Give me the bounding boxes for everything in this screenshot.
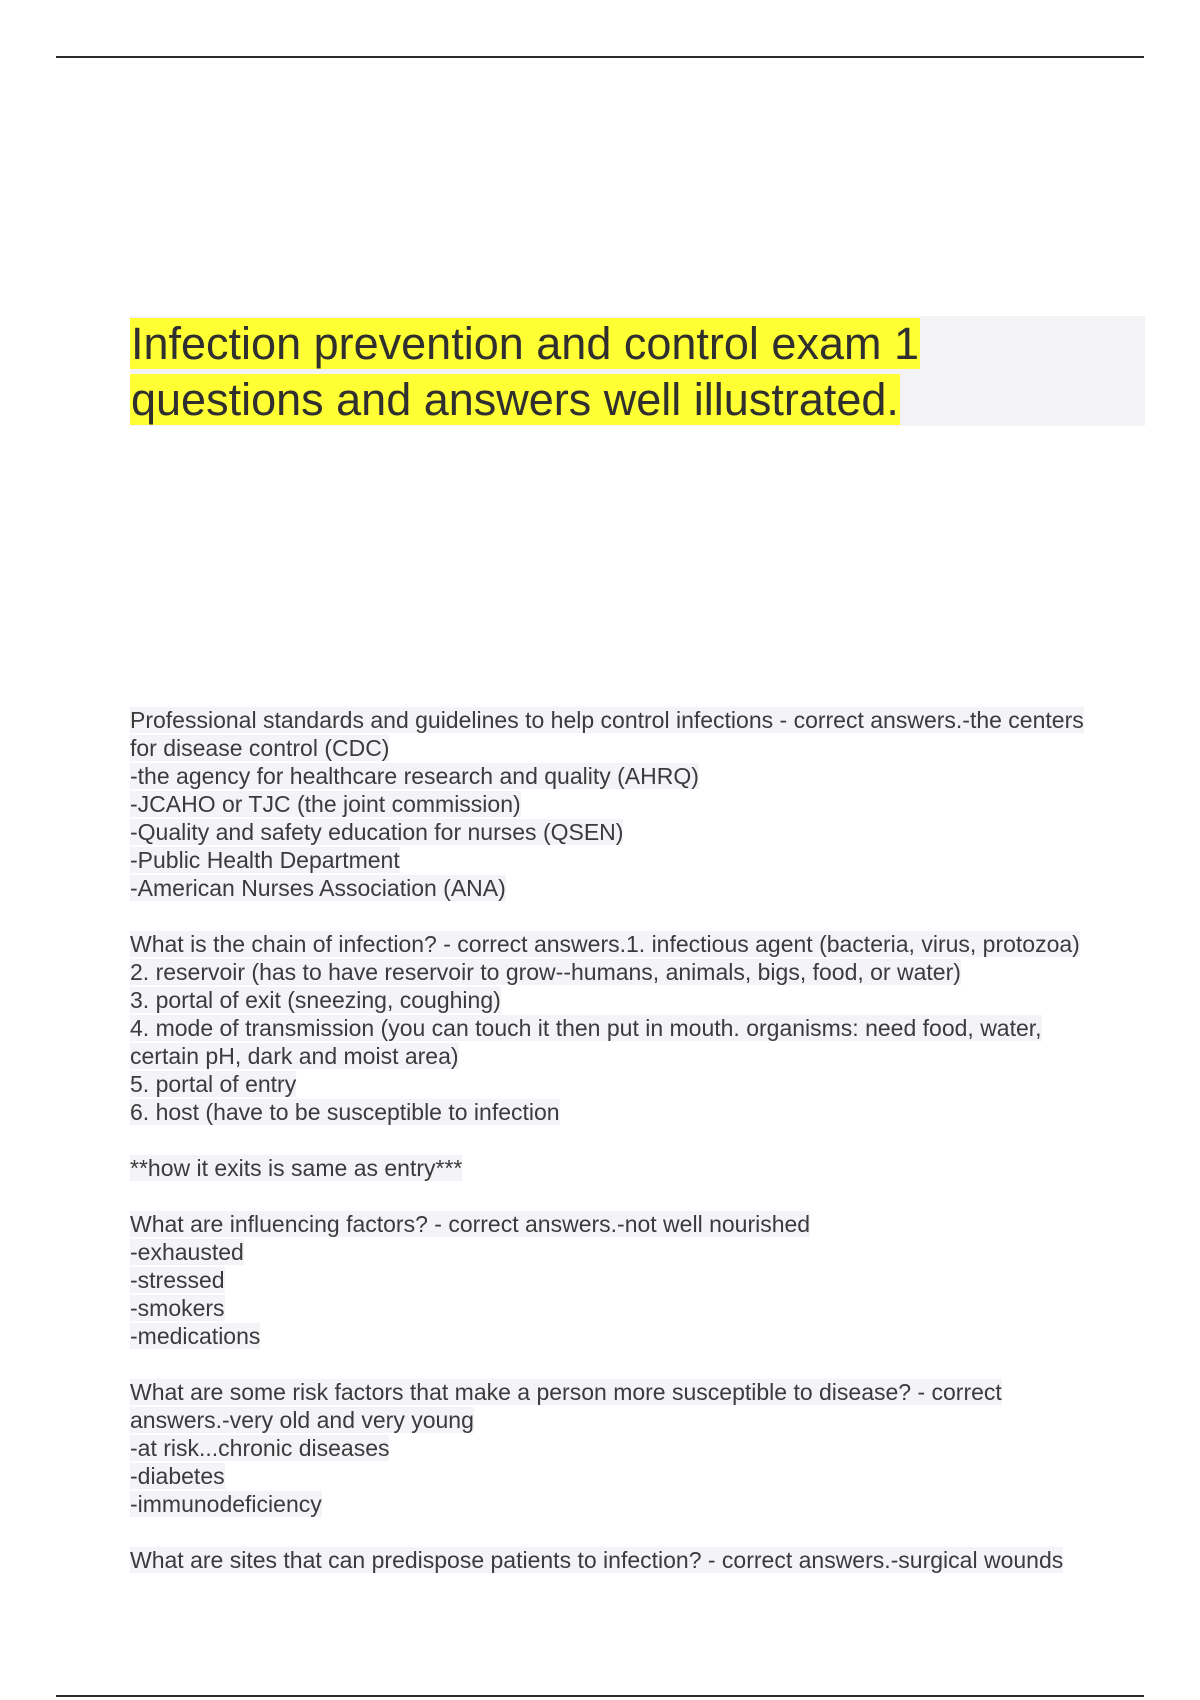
qa-text: 5. portal of entry [130, 1071, 297, 1097]
qa-line [130, 1014, 1142, 1042]
qa-line [130, 930, 1142, 958]
qa-text: answers.-very old and very young [130, 1407, 474, 1433]
qa-text: -stressed [130, 1267, 225, 1293]
qa-text: -exhausted [130, 1239, 244, 1265]
qa-line [130, 1378, 1142, 1406]
qa-text: What is the chain of infection? - correct answers.1. infectious agent (bacteria, virus, protozoa) [130, 931, 1080, 957]
qa-text: **how it exits is same as entry*** [130, 1155, 463, 1181]
qa-section [130, 930, 1142, 1126]
qa-text: 4. mode of transmission (you can touch it then put in mouth. organisms: need food, water, [130, 1015, 1042, 1041]
top-rule [56, 56, 1144, 58]
qa-text: 6. host (have to be susceptible to infection [130, 1099, 560, 1125]
qa-text: -immunodeficiency [130, 1491, 322, 1517]
qa-text: What are sites that can predispose patients to infection? - correct answers.-surgical wounds [130, 1547, 1064, 1573]
qa-line [130, 1462, 1142, 1490]
qa-line [130, 1210, 1142, 1238]
qa-text: -at risk...chronic diseases [130, 1435, 390, 1461]
qa-line [130, 874, 1142, 902]
qa-line [130, 762, 1142, 790]
title-line-2: questions and answers well illustrated. [131, 374, 899, 425]
qa-section [130, 1546, 1142, 1574]
qa-line [130, 706, 1142, 734]
qa-text: -smokers [130, 1295, 225, 1321]
qa-text: for disease control (CDC) [130, 735, 390, 761]
qa-line [130, 1238, 1142, 1266]
qa-line [130, 818, 1142, 846]
qa-line [130, 790, 1142, 818]
qa-line [130, 1294, 1142, 1322]
qa-line [130, 846, 1142, 874]
qa-line [130, 1042, 1142, 1070]
document-title [130, 316, 1145, 428]
qa-line [130, 1154, 1142, 1182]
qa-line [130, 1098, 1142, 1126]
qa-line [130, 1070, 1142, 1098]
qa-section [130, 1154, 1142, 1182]
qa-text: -Quality and safety education for nurses (QSEN) [130, 819, 624, 845]
qa-line [130, 1546, 1142, 1574]
bottom-rule [56, 1695, 1144, 1697]
title-block [130, 316, 1145, 426]
qa-text: certain pH, dark and moist area) [130, 1043, 459, 1069]
qa-section [130, 1210, 1142, 1350]
qa-text: What are influencing factors? - correct answers.-not well nourished [130, 1211, 811, 1237]
qa-text: -Public Health Department [130, 847, 400, 873]
qa-line [130, 1434, 1142, 1462]
qa-text: 2. reservoir (has to have reservoir to grow--humans, animals, bigs, food, or water) [130, 959, 961, 985]
title-line-1: Infection prevention and control exam 1 [131, 318, 919, 369]
qa-line [130, 1490, 1142, 1518]
qa-text: What are some risk factors that make a person more susceptible to disease? - correct [130, 1379, 1002, 1405]
qa-text: -the agency for healthcare research and quality (AHRQ) [130, 763, 699, 789]
qa-line [130, 986, 1142, 1014]
qa-text: -medications [130, 1323, 261, 1349]
qa-section [130, 706, 1142, 902]
qa-text: -JCAHO or TJC (the joint commission) [130, 791, 521, 817]
qa-section [130, 1378, 1142, 1518]
qa-text: Professional standards and guidelines to help control infections - correct answers.-the centers [130, 707, 1084, 733]
qa-text: -diabetes [130, 1463, 225, 1489]
qa-line [130, 1406, 1142, 1434]
qa-line [130, 1322, 1142, 1350]
qa-line [130, 958, 1142, 986]
qa-content [130, 706, 1142, 1602]
qa-line [130, 1266, 1142, 1294]
qa-text: 3. portal of exit (sneezing, coughing) [130, 987, 501, 1013]
qa-line [130, 734, 1142, 762]
qa-text: -American Nurses Association (ANA) [130, 875, 506, 901]
